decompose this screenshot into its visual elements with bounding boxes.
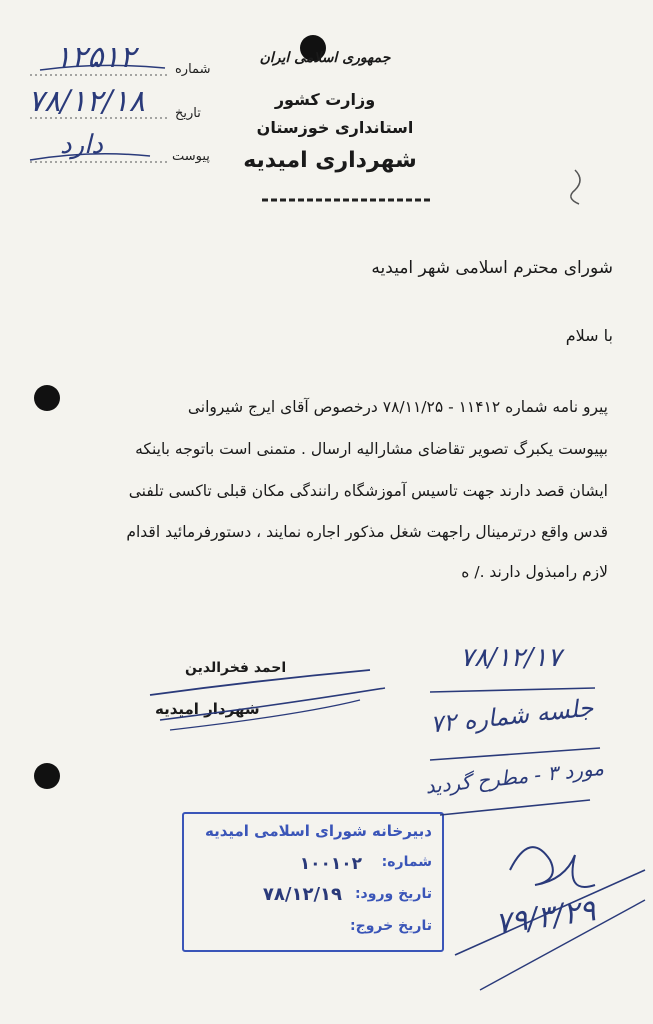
ministry-title: وزارت کشور (274, 90, 376, 109)
recipient-line: شورای محترم اسلامی شهر امیدیه (371, 258, 613, 278)
signer-title: شهردار امیدیه (155, 700, 260, 718)
attachment-value: دارد (60, 130, 103, 160)
republic-title: جمهوری اسلامی ایران (259, 50, 391, 66)
body-line-2: بپیوست یکبرگ تصویر تقاضای مشارالیه ارسال . متمنی است باتوجه باینکه (135, 440, 608, 458)
stamp-entry-value: ۷۸/۱۲/۱۹ (262, 884, 342, 905)
stamp-exit-label: تاریخ خروج: (350, 918, 432, 934)
body-line-5: لازم رامبذول دارند ./ ه (461, 563, 608, 581)
date-label: تاریخ (175, 106, 201, 121)
signer-name: احمد فخرالدین (185, 660, 287, 676)
body-line-3: ایشان قصد دارند جهت تاسیس آموزشگاه رانندگی مکان قبلی تاکسی تلفنی (128, 482, 608, 500)
attachment-label: پیوست (172, 149, 210, 164)
stamp-title: دبیرخانه شورای اسلامی امیدیه (205, 822, 432, 840)
body-line-1: پیرو نامه شماره ۱۱۴۱۲ - ۷۸/۱۱/۲۵ درخصوص آقای ایرج شیروانی (187, 398, 608, 416)
stamp-number-value: ۱۰۰۱۰۲ (299, 854, 362, 874)
number-label: شماره (175, 62, 211, 77)
margin-note-bottom-date: ۷۹/۳/۲۹ (493, 893, 598, 942)
governorate-title: استانداری خوزستان (256, 118, 414, 137)
margin-note-item: مورد ۳ - مطرح گردید (424, 755, 605, 799)
municipality-title: شهرداری امیدیه (243, 148, 417, 173)
greeting: با سلام (565, 326, 613, 345)
stamp-number-label: شماره: (381, 854, 432, 870)
margin-note-date: ۷۸/۱۲/۱۷ (460, 643, 562, 673)
stamp-entry-label: تاریخ ورود: (354, 886, 432, 902)
number-value: ۱۲۵۱۲ (55, 40, 136, 75)
body-line-4: قدس واقع درترمینال راجهت شغل مذکور اجاره نمایند ، دستورفرمائید اقدام (126, 523, 608, 541)
date-value: ۷۸/۱۲/۱۸ (28, 84, 145, 119)
margin-note-session: جلسه شماره ۷۲ (428, 693, 595, 739)
